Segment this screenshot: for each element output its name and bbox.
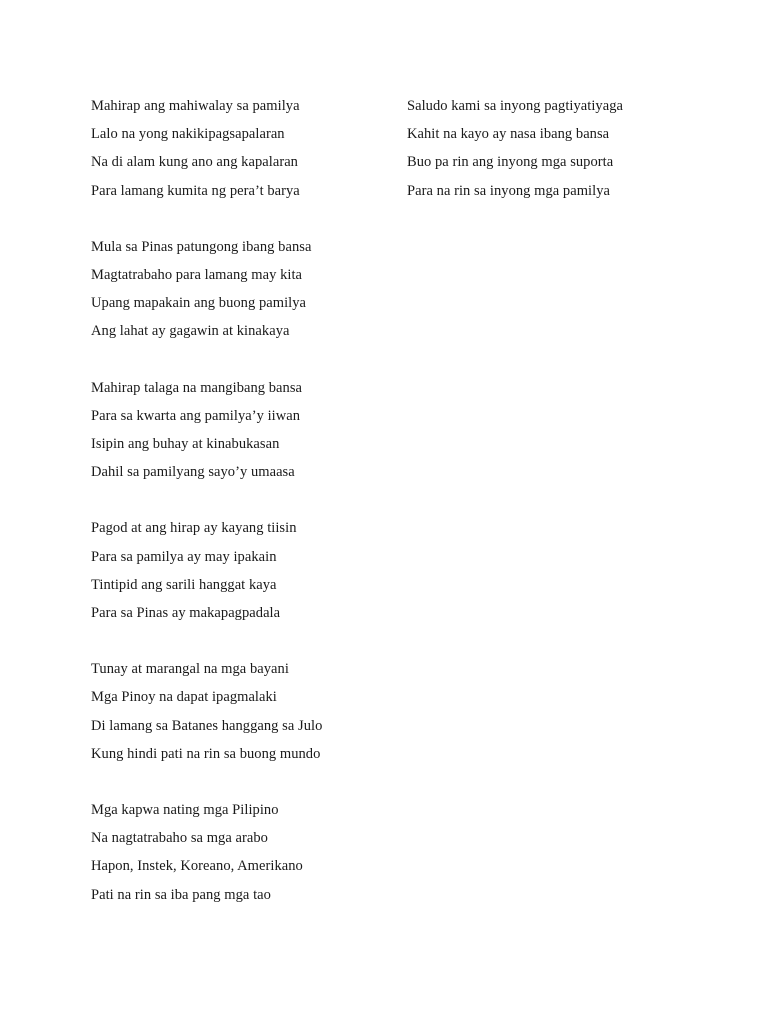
poem-line: Pati na rin sa iba pang mga tao xyxy=(91,886,271,903)
poem-line: Na di alam kung ano ang kapalaran xyxy=(91,154,298,171)
poem-line: Kahit na kayo ay nasa ibang bansa xyxy=(407,126,610,143)
poem-line: Kung hindi pati na rin sa buong mundo xyxy=(91,745,321,762)
stanza xyxy=(91,374,391,487)
poem-line: Mahirap talaga na mangibang bansa xyxy=(91,379,303,396)
poem-line: Na nagtatrabaho sa mga arabo xyxy=(91,830,268,847)
poem-line: Para sa pamilya ay may ipakain xyxy=(91,548,277,565)
stanza xyxy=(407,92,707,205)
poem-line: Mula sa Pinas patungong ibang bansa xyxy=(91,238,312,255)
stanza xyxy=(91,514,391,627)
poem-line: Saludo kami sa inyong pagtiyatiyaga xyxy=(407,98,623,114)
poem-line: Isipin ang buhay at kinabukasan xyxy=(91,436,280,453)
poem-line: Tunay at marangal na mga bayani xyxy=(91,661,289,678)
poem-line: Lalo na yong nakikipagsapalaran xyxy=(91,126,285,143)
stanza xyxy=(91,655,391,768)
poem-line: Dahil sa pamilyang sayo’y umaasa xyxy=(91,464,295,481)
poem-line: Di lamang sa Batanes hanggang sa Julo xyxy=(91,717,323,734)
poem-line: Pagod at ang hirap ay kayang tiisin xyxy=(91,520,297,537)
poem-line: Ang lahat ay gagawin at kinakaya xyxy=(91,323,290,340)
poem-line: Mga Pinoy na dapat ipagmalaki xyxy=(91,689,277,706)
poem-line: Hapon, Instek, Koreano, Amerikano xyxy=(91,858,303,875)
poem-line: Para na rin sa inyong mga pamilya xyxy=(407,182,610,199)
right-poem-column xyxy=(407,92,707,233)
stanza xyxy=(91,796,391,909)
left-poem-column xyxy=(91,92,391,937)
poem-line: Para lamang kumita ng pera’t barya xyxy=(91,182,300,199)
poem-line: Upang mapakain ang buong pamilya xyxy=(91,295,307,312)
poem-line: Para sa kwarta ang pamilya’y iiwan xyxy=(91,407,301,424)
poem-line: Mga kapwa nating mga Pilipino xyxy=(91,802,279,819)
poem-line: Buo pa rin ang inyong mga suporta xyxy=(407,154,614,171)
poem-line: Tintipid ang sarili hanggat kaya xyxy=(91,576,277,593)
poem-line: Magtatrabaho para lamang may kita xyxy=(91,267,303,284)
stanza xyxy=(91,92,391,205)
poem-line: Mahirap ang mahiwalay sa pamilya xyxy=(91,98,300,114)
stanza xyxy=(91,233,391,346)
poem-line: Para sa Pinas ay makapagpadala xyxy=(91,605,281,622)
